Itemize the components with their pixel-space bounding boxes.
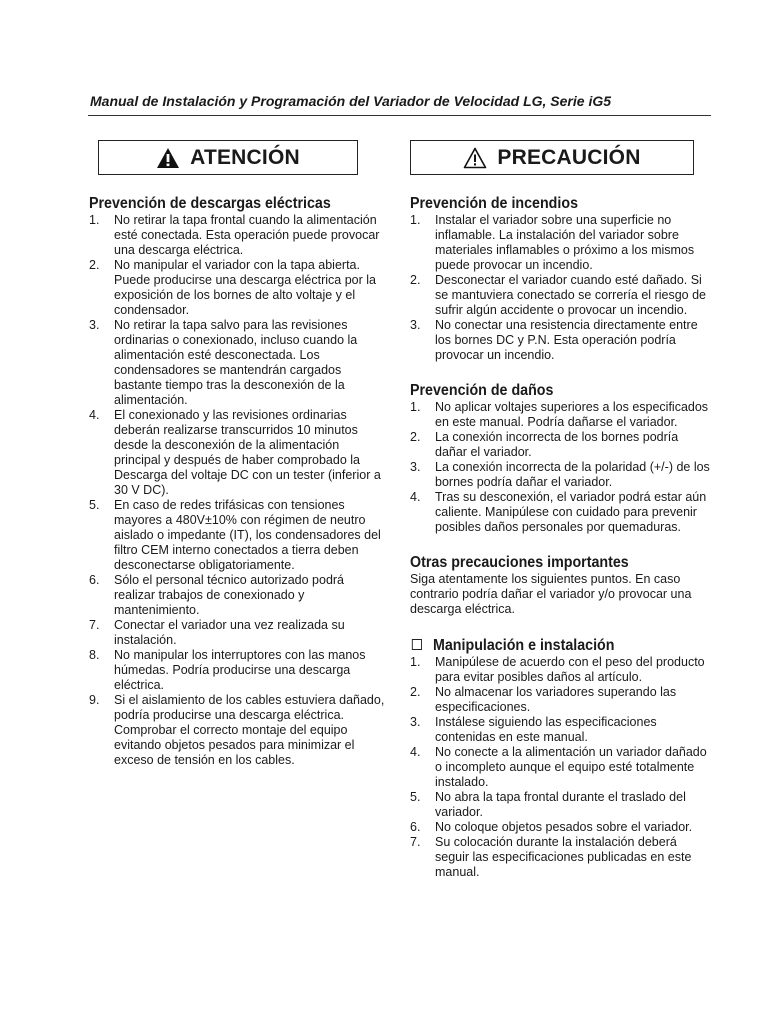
left-column (89, 140, 387, 768)
manipulacion-list (410, 655, 710, 880)
item-text: Desconectar el variador cuando esté dañado. Si se mantuviera conectado se correría el riesgo de sufrir algún accidente o provocar un incendio. (435, 273, 706, 317)
item-number: 2. (410, 685, 421, 699)
item-number: 9. (89, 693, 100, 707)
item-text: La conexión incorrecta de los bornes podría dañar el variador. (435, 430, 679, 459)
manipulacion-title-text: Manipulación e instalación (433, 637, 615, 654)
item-number: 3. (410, 460, 421, 474)
descargas-item (89, 318, 387, 408)
atencion-box (98, 140, 358, 175)
item-text: Tras su desconexión, el variador podrá estar aún caliente. Manipúlese con cuidado para prevenir posibles daños personales por quemaduras. (435, 490, 707, 534)
item-number: 4. (410, 745, 421, 759)
item-text: Sólo el personal técnico autorizado podrá realizar trabajos de conexionado y mantenimiento. (114, 573, 345, 617)
item-number: 7. (89, 618, 100, 632)
precaucion-box (410, 140, 694, 175)
manipulacion-item (410, 655, 710, 685)
item-text: En caso de redes trifásicas con tensiones mayores a 480V±10% con régimen de neutro aislado o impedante (IT), los condensadores del filtro CEM interno conectados a tierra deben desconectarse obligatoriamente. (114, 498, 381, 572)
item-text: No manipular el variador con la tapa abierta. Puede producirse una descarga eléctrica por la exposición de los bornes de alto voltaje y el condensador. (114, 258, 376, 317)
otras-paragraph: Siga atentamente los siguientes puntos. En caso contrario podría dañar el variador y/o provocar una descarga eléctrica. (410, 572, 692, 616)
item-text: No conectar una resistencia directamente entre los bornes DC y P.N. Esta operación podría provocar un incendio. (435, 318, 698, 362)
right-column (410, 140, 710, 880)
manipulacion-item (410, 790, 710, 820)
item-number: 7. (410, 835, 421, 849)
item-number: 1. (410, 213, 421, 227)
item-text: Instalar el variador sobre una superficie no inflamable. La instalación del variador sobre materiales inflamables o próximo a los mismos puede provocar un incendio. (435, 213, 695, 272)
descargas-item (89, 213, 387, 258)
item-number: 1. (89, 213, 100, 227)
descargas-item (89, 258, 387, 318)
item-number: 2. (410, 273, 421, 287)
danos-item (410, 430, 710, 460)
descargas-list (89, 213, 387, 768)
warning-filled-icon (156, 147, 180, 169)
item-number: 6. (89, 573, 100, 587)
danos-list (410, 400, 710, 535)
manipulacion-item (410, 715, 710, 745)
item-text: No retirar la tapa salvo para las revisiones ordinarias o conexionado, incluso cuando la alimentación esté desconectada. Los condensadores se mantendrán cargados bastante tiempo tras la desconexión de la alimentación. (114, 318, 358, 407)
item-text: El conexionado y las revisiones ordinarias deberán realizarse transcurridos 10 minutos desde la desconexión de la alimentación principal y después de haber comprobado la Descarga del voltaje DC con un tester (inferior a 30 V DC). (114, 408, 381, 497)
section-title-manipulacion (410, 637, 686, 655)
item-number: 3. (410, 715, 421, 729)
item-text: Conectar el variador una vez realizada su instalación. (114, 618, 345, 647)
item-number: 5. (410, 790, 421, 804)
descargas-item (89, 693, 387, 768)
document-header: Manual de Instalación y Programación del Variador de Velocidad LG, Serie iG5 (90, 93, 612, 109)
precaucion-title: PRECAUCIÓN (497, 145, 641, 169)
incendios-item (410, 273, 710, 318)
descargas-item (89, 408, 387, 498)
item-number: 1. (410, 655, 421, 669)
item-number: 3. (89, 318, 100, 332)
item-number: 4. (89, 408, 100, 422)
manipulacion-item (410, 745, 710, 790)
danos-item (410, 460, 710, 490)
section-title-danos: Prevención de daños (410, 382, 554, 399)
item-number: 2. (410, 430, 421, 444)
incendios-list (410, 213, 710, 363)
item-number: 6. (410, 820, 421, 834)
item-number: 8. (89, 648, 100, 662)
item-text: Si el aislamiento de los cables estuviera dañado, podría producirse una descarga eléctrica. Comprobar el correcto montaje del equipo evitando objetos pesados para minimizar el exceso de tensión en los cables. (114, 693, 385, 767)
manipulacion-item (410, 820, 710, 835)
item-number: 1. (410, 400, 421, 414)
manipulacion-item (410, 685, 710, 715)
danos-item (410, 400, 710, 430)
item-text: Su colocación durante la instalación deberá seguir las especificaciones publicadas en este manual. (435, 835, 692, 879)
item-text: No manipular los interruptores con las manos húmedas. Podría producirse una descarga eléctrica. (114, 648, 366, 692)
item-text: No aplicar voltajes superiores a los especificados en este manual. Podría dañarse el variador. (435, 400, 709, 429)
item-number: 4. (410, 490, 421, 504)
item-text: No conecte a la alimentación un variador dañado o incompleto aunque el equipo esté totalmente instalado. (435, 745, 707, 789)
incendios-item (410, 213, 710, 273)
descargas-item (89, 573, 387, 618)
incendios-item (410, 318, 710, 363)
section-title-incendios: Prevención de incendios (410, 195, 579, 212)
item-text: No abra la tapa frontal durante el traslado del variador. (435, 790, 686, 819)
item-number: 2. (89, 258, 100, 272)
item-text: No coloque objetos pesados sobre el variador. (435, 820, 693, 834)
descargas-item (89, 498, 387, 573)
item-text: Manipúlese de acuerdo con el peso del producto para evitar posibles daños al artículo. (435, 655, 705, 684)
item-text: No almacenar los variadores superando las especificaciones. (435, 685, 677, 714)
item-text: No retirar la tapa frontal cuando la alimentación esté conectada. Esta operación puede provocar una descarga eléctrica. (114, 213, 380, 257)
descargas-item (89, 618, 387, 648)
section-title-otras: Otras precauciones importantes (410, 554, 629, 571)
manipulacion-item (410, 835, 710, 880)
danos-item (410, 490, 710, 535)
atencion-title: ATENCIÓN (190, 145, 300, 169)
descargas-item (89, 648, 387, 693)
item-text: La conexión incorrecta de la polaridad (+/-) de los bornes podría dañar el variador. (435, 460, 710, 489)
item-number: 3. (410, 318, 421, 332)
item-number: 5. (89, 498, 100, 512)
checkbox-square-icon (412, 639, 422, 650)
warning-outline-icon (463, 147, 487, 169)
section-title-descargas: Prevención de descargas eléctricas (89, 195, 331, 212)
header-divider (88, 115, 711, 116)
item-text: Instálese siguiendo las especificaciones contenidas en este manual. (435, 715, 657, 744)
